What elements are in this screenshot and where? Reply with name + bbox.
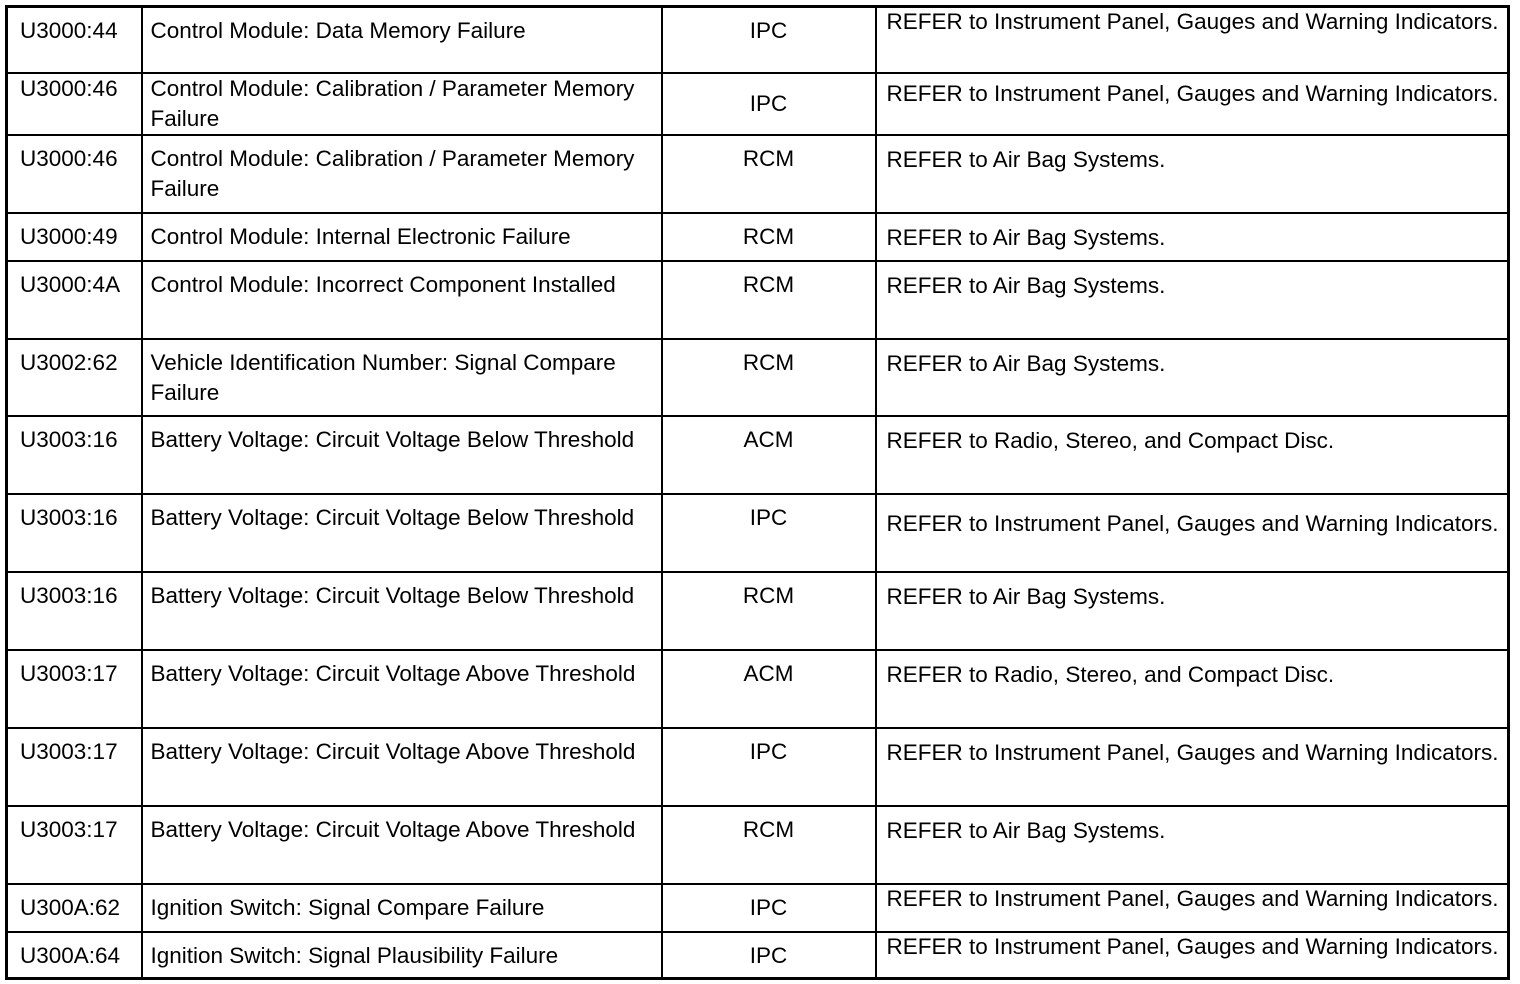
table-row (7, 135, 1509, 213)
dtc-action: REFER to Instrument Panel, Gauges and Warning Indicators. (876, 7, 1509, 73)
dtc-code: U3000:46 (7, 73, 142, 135)
dtc-code: U3003:17 (7, 650, 142, 728)
dtc-action: REFER to Instrument Panel, Gauges and Warning Indicators. (876, 728, 1509, 806)
dtc-module: IPC (662, 73, 876, 135)
dtc-action: REFER to Instrument Panel, Gauges and Warning Indicators. (876, 932, 1509, 979)
dtc-module: RCM (662, 135, 876, 213)
dtc-code: U300A:64 (7, 932, 142, 979)
dtc-module: RCM (662, 261, 876, 339)
table-row (7, 7, 1509, 73)
table-row (7, 650, 1509, 728)
dtc-description: Control Module: Incorrect Component Installed (142, 261, 662, 339)
table-row (7, 494, 1509, 572)
dtc-module: IPC (662, 884, 876, 932)
dtc-action: REFER to Air Bag Systems. (876, 213, 1509, 261)
table-row (7, 73, 1509, 135)
dtc-code: U3003:16 (7, 494, 142, 572)
dtc-action: REFER to Air Bag Systems. (876, 572, 1509, 650)
dtc-module: IPC (662, 7, 876, 73)
dtc-action: REFER to Air Bag Systems. (876, 135, 1509, 213)
dtc-module: IPC (662, 728, 876, 806)
dtc-module: ACM (662, 650, 876, 728)
dtc-action: REFER to Instrument Panel, Gauges and Warning Indicators. (876, 494, 1509, 572)
dtc-code: U3003:17 (7, 728, 142, 806)
dtc-description: Battery Voltage: Circuit Voltage Above Threshold (142, 650, 662, 728)
table-row (7, 806, 1509, 884)
table-row (7, 572, 1509, 650)
dtc-action: REFER to Air Bag Systems. (876, 339, 1509, 416)
dtc-module: RCM (662, 806, 876, 884)
dtc-action: REFER to Radio, Stereo, and Compact Disc. (876, 650, 1509, 728)
table-row (7, 416, 1509, 494)
dtc-code: U3000:44 (7, 7, 142, 73)
dtc-code: U3002:62 (7, 339, 142, 416)
dtc-module: IPC (662, 494, 876, 572)
dtc-action: REFER to Radio, Stereo, and Compact Disc. (876, 416, 1509, 494)
dtc-action: REFER to Air Bag Systems. (876, 806, 1509, 884)
dtc-description: Battery Voltage: Circuit Voltage Above Threshold (142, 728, 662, 806)
dtc-table-body (7, 7, 1509, 979)
dtc-code: U3003:16 (7, 416, 142, 494)
dtc-table (5, 5, 1510, 980)
dtc-description: Ignition Switch: Signal Compare Failure (142, 884, 662, 932)
dtc-module: RCM (662, 339, 876, 416)
dtc-action: REFER to Instrument Panel, Gauges and Warning Indicators. (876, 884, 1509, 932)
dtc-module: IPC (662, 932, 876, 979)
dtc-description: Ignition Switch: Signal Plausibility Failure (142, 932, 662, 979)
dtc-action: REFER to Instrument Panel, Gauges and Warning Indicators. (876, 73, 1509, 135)
dtc-module: RCM (662, 213, 876, 261)
dtc-description: Vehicle Identification Number: Signal Compare Failure (142, 339, 662, 416)
dtc-description: Control Module: Calibration / Parameter Memory Failure (142, 135, 662, 213)
dtc-description: Control Module: Data Memory Failure (142, 7, 662, 73)
dtc-code: U300A:62 (7, 884, 142, 932)
dtc-description: Control Module: Calibration / Parameter Memory Failure (142, 73, 662, 135)
dtc-code: U3003:16 (7, 572, 142, 650)
dtc-module: ACM (662, 416, 876, 494)
dtc-action: REFER to Air Bag Systems. (876, 261, 1509, 339)
dtc-code: U3003:17 (7, 806, 142, 884)
dtc-description: Battery Voltage: Circuit Voltage Below Threshold (142, 494, 662, 572)
table-row (7, 728, 1509, 806)
dtc-module: RCM (662, 572, 876, 650)
table-row (7, 339, 1509, 416)
table-row (7, 213, 1509, 261)
dtc-description: Battery Voltage: Circuit Voltage Above Threshold (142, 806, 662, 884)
table-row (7, 884, 1509, 932)
dtc-description: Battery Voltage: Circuit Voltage Below Threshold (142, 416, 662, 494)
dtc-code: U3000:4A (7, 261, 142, 339)
dtc-code: U3000:46 (7, 135, 142, 213)
dtc-description: Control Module: Internal Electronic Failure (142, 213, 662, 261)
table-row (7, 932, 1509, 979)
dtc-code: U3000:49 (7, 213, 142, 261)
table-row (7, 261, 1509, 339)
dtc-description: Battery Voltage: Circuit Voltage Below Threshold (142, 572, 662, 650)
